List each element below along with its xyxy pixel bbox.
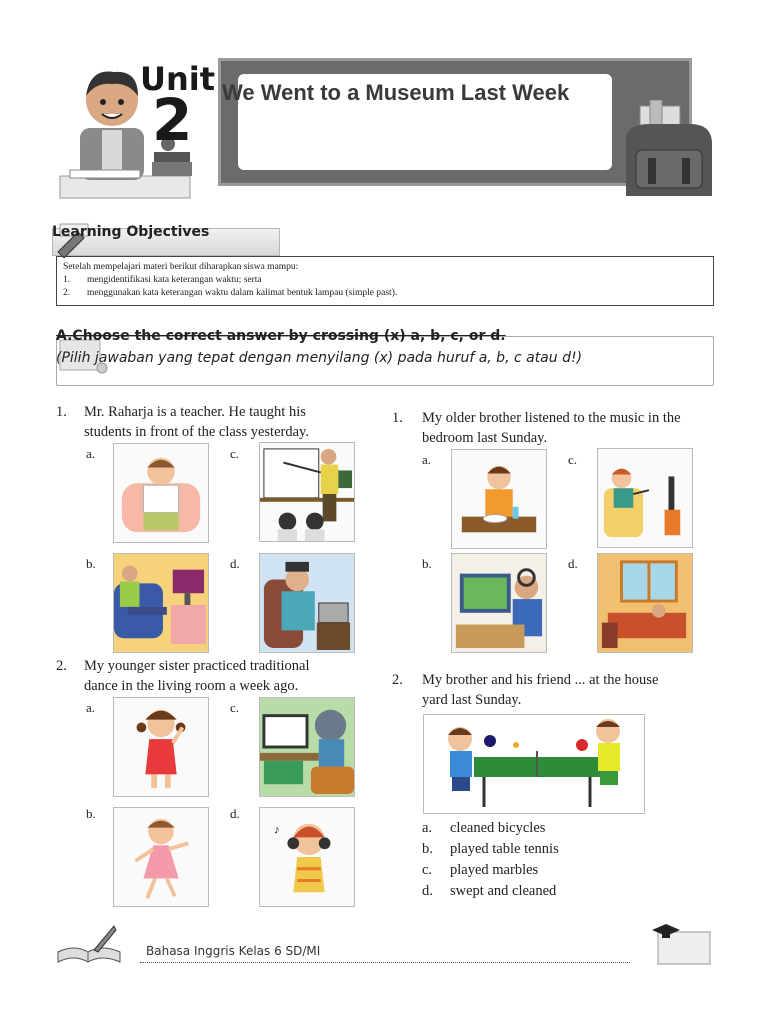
option-letter[interactable]: b. <box>86 806 96 821</box>
option-image-teacher[interactable] <box>259 442 355 542</box>
answer-text[interactable]: cleaned bicycles <box>450 820 546 836</box>
answer-text[interactable]: swept and cleaned <box>450 883 557 899</box>
footer-text: Bahasa Inggris Kelas 6 SD/MI <box>146 944 321 958</box>
question-left-2-num: 2. <box>56 658 67 674</box>
option-image-bedroom[interactable] <box>597 553 693 653</box>
option-image-remote-tv[interactable] <box>597 448 693 548</box>
answer-letter[interactable]: d. <box>422 883 433 899</box>
option-letter[interactable]: a. <box>86 446 96 461</box>
question-left-2-line2: dance in the living room a week ago. <box>84 678 299 694</box>
option-letter[interactable]: d. <box>568 556 578 571</box>
objectives-intro: Setelah mempelajari materi berikut diharapkan siswa mampu: <box>63 262 299 272</box>
objectives-box <box>56 256 714 306</box>
option-letter[interactable]: b. <box>86 556 96 571</box>
option-letter[interactable]: b. <box>422 556 432 571</box>
option-letter[interactable]: d. <box>230 806 240 821</box>
svg-text:♪: ♪ <box>273 823 280 837</box>
footer-divider <box>140 962 630 963</box>
option-letter[interactable]: a. <box>422 452 432 467</box>
question-right-1-num: 1. <box>392 410 403 426</box>
board-graduation-icon <box>650 920 712 966</box>
objective-item: 1. mengidentifikasi kata keterangan waktu; serta <box>63 275 262 285</box>
answer-text[interactable]: played table tennis <box>450 841 559 857</box>
objective-item: 2. menggunakan kata keterangan waktu dalam kalimat bentuk lampau (simple past). <box>63 288 398 298</box>
option-letter[interactable]: a. <box>86 700 96 715</box>
backpack-illustration <box>620 100 714 200</box>
unit-label: Unit <box>140 60 216 98</box>
option-image-headphones[interactable] <box>259 807 355 907</box>
section-title: A.Choose the correct answer by crossing (x) a, b, c, or d. <box>56 328 506 344</box>
option-image-computer[interactable] <box>259 697 355 797</box>
option-image-grandpa-radio[interactable] <box>259 553 355 653</box>
option-image-watching-tv[interactable] <box>113 553 209 653</box>
option-letter[interactable]: c. <box>230 700 240 715</box>
answer-letter[interactable]: b. <box>422 841 433 857</box>
option-image-girl-dancing[interactable] <box>113 807 209 907</box>
book-quill-icon <box>54 922 124 966</box>
question-right-1-line2: bedroom last Sunday. <box>422 430 548 446</box>
option-image-girl-singing[interactable] <box>113 697 209 797</box>
question-right-1-line1: My older brother listened to the music in the <box>422 410 681 426</box>
answer-text[interactable]: played marbles <box>450 862 539 878</box>
table-tennis-illustration <box>423 714 645 814</box>
option-image-eating[interactable] <box>451 449 547 549</box>
question-left-1-num: 1. <box>56 404 67 420</box>
section-subtitle: (Pilih jawaban yang tepat dengan menyilang (x) pada huruf a, b, c atau d!) <box>56 350 583 366</box>
option-letter[interactable]: d. <box>230 556 240 571</box>
answer-letter[interactable]: c. <box>422 862 433 878</box>
option-image-gaming[interactable] <box>451 553 547 653</box>
objectives-heading: Learning Objectives <box>52 224 210 240</box>
question-left-1-line2: students in front of the class yesterday. <box>84 424 309 440</box>
option-image-reading[interactable] <box>113 443 209 543</box>
question-left-2-line1: My younger sister practiced traditional <box>84 658 310 674</box>
question-right-2-line1: My brother and his friend ... at the house <box>422 672 659 688</box>
option-letter[interactable]: c. <box>568 452 578 467</box>
question-left-1-line1: Mr. Raharja is a teacher. He taught his <box>84 404 306 420</box>
unit-number: 2 <box>152 86 193 154</box>
option-letter[interactable]: c. <box>230 446 240 461</box>
answer-letter[interactable]: a. <box>422 820 433 836</box>
question-right-2-num: 2. <box>392 672 403 688</box>
question-right-2-line2: yard last Sunday. <box>422 692 522 708</box>
page-title: We Went to a Museum Last Week <box>222 80 570 105</box>
